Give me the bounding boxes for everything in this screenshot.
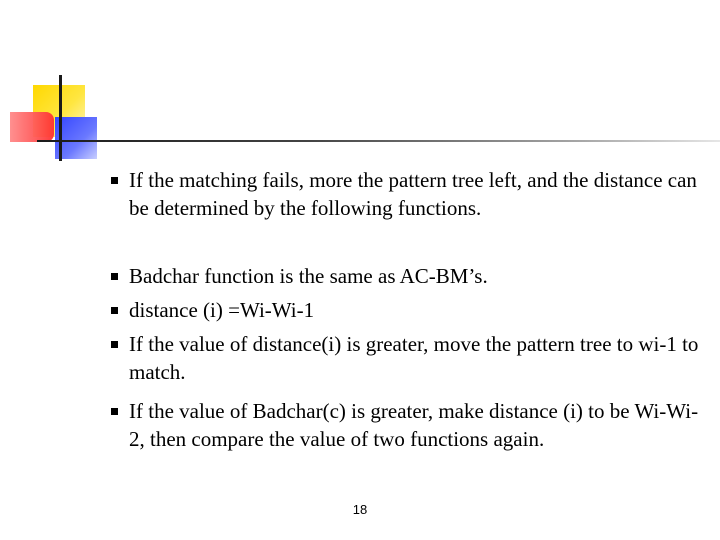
page-number: 18 xyxy=(352,502,368,517)
bullet-text: If the matching fails, more the pattern tree left, and the distance can be determined by the following functions. xyxy=(129,168,697,220)
bullet-square-icon xyxy=(111,408,118,415)
bullet-item xyxy=(111,330,711,386)
bullet-item xyxy=(111,262,711,290)
bullet-square-icon xyxy=(111,307,118,314)
bullet-text: Badchar function is the same as AC-BM’s. xyxy=(129,264,488,288)
header-rule xyxy=(37,140,720,142)
bullet-square-icon xyxy=(111,341,118,348)
bullet-item xyxy=(111,166,711,222)
logo-vertical-line xyxy=(59,75,62,161)
bullet-text: If the value of Badchar(c) is greater, make distance (i) to be Wi-Wi-2, then compare the value of two functions again. xyxy=(129,399,699,451)
bullet-text: distance (i) =Wi-Wi-1 xyxy=(129,298,315,322)
bullet-text: If the value of distance(i) is greater, move the pattern tree to wi-1 to match. xyxy=(129,332,699,384)
logo-red-block xyxy=(10,112,54,142)
bullet-item xyxy=(111,397,711,453)
bullet-square-icon xyxy=(111,273,118,280)
bullet-item xyxy=(111,296,711,324)
bullet-square-icon xyxy=(111,177,118,184)
